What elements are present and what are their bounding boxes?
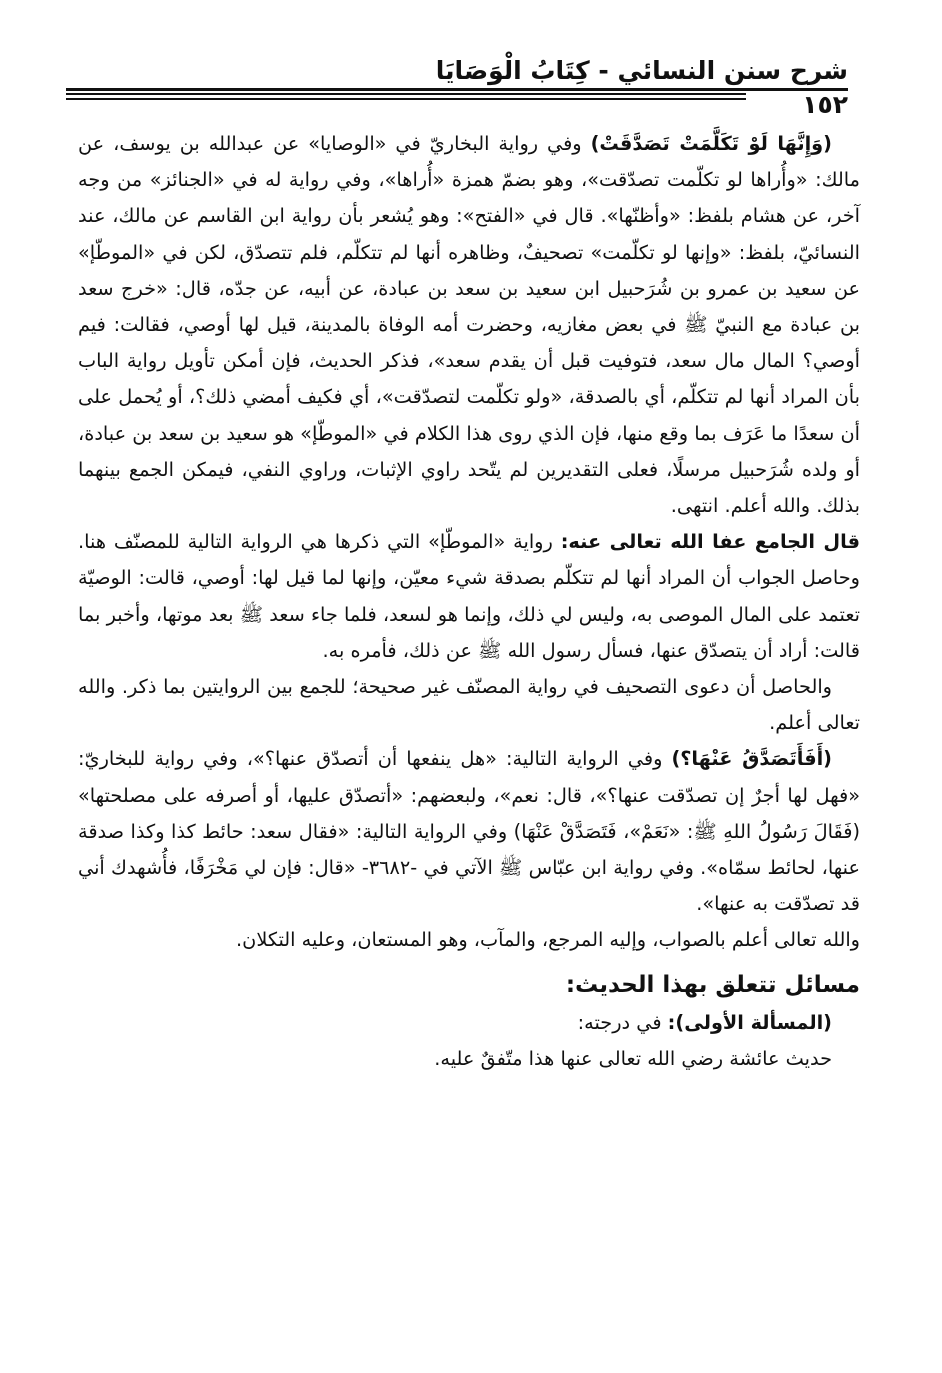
hadith-quote-lead: (أَفَأَتَصَدَّقُ عَنْهَا؟) bbox=[671, 747, 832, 771]
hadith-quote-lead: (وَإِنَّهَا لَوْ تَكَلَّمَتْ تَصَدَّقَتْ) bbox=[590, 132, 832, 155]
paragraph-3 bbox=[78, 669, 860, 741]
paragraph-text: رواية «الموطّإ» التي ذكرها هي الرواية التالية للمصنّف هنا. وحاصل الجواب أن المراد أنها لم تتكلّم بصدقة شيء معيّن، وإنها لما قيل لها: أوصي، قالت: الوصيّة تعتمد على المال الموصى به، وليس لي ذلك، وإنما هو لسعد، فلما جاء سعد ﷺ بعد موتها، وأخبر بما قالت: أراد أن يتصدّق عنها، فسأل رسول الله ﷺ عن ذلك، فأمره به. bbox=[78, 530, 860, 662]
header-rule bbox=[66, 88, 848, 91]
paragraph-1 bbox=[78, 126, 860, 524]
paragraph-2 bbox=[78, 524, 860, 669]
paragraph-text: وفي الرواية التالية: «هل ينفعها أن أتصدّق عنها؟»، وفي رواية للبخاريّ: «فهل لها أجرٌ إن تصدّقت عنها؟»، قال: نعم»، ولبعضهم: «أتصدّق عليها، أو أصرفه على مصلحتها» (فَقَالَ رَسُولُ اللهِ ﷺ: «نَعَمْ»، فَتَصَدَّقْ عَنْهَا) وفي الرواية التالية: «فقال سعد: حائط كذا وكذا صدقة عنها، لحائط سمّاه». وفي رواية ابن عبّاس ﷺ الآتي في -٣٦٨٢- «قال: فإن لي مَخْرَفًا، فأُشهدك أني قد تصدّقت به عنها». bbox=[78, 747, 860, 916]
section-heading: مسائل تتعلق بهذا الحديث: bbox=[565, 971, 860, 998]
paragraph-text: والله تعالى أعلم بالصواب، وإليه المرجع، والمآب، وهو المستعان، وعليه التكلان. bbox=[236, 928, 860, 952]
header-rule-thin bbox=[66, 93, 746, 95]
issue-heading bbox=[78, 1005, 860, 1041]
paragraph-text: وفي رواية البخاريّ في «الوصايا» عن عبدالله بن يوسف، عن مالك: «وأُراها لو تكلّمت تصدّقت»، وهو بضمّ همزة «أُراها»، وفي رواية له في «الجنائز» من وجه آخر، عن هشام بلفظ: «وأظنّها». قال في «الفتح»: وهو يُشعر بأن رواية ابن القاسم عن مالك، عند النسائيّ، بلفظ: «وإنها لو تكلّمت» تصحيفٌ، وظاهره أنها لم تتكلّم، فلم تتصدّق، لكن في «الموطّإ» عن سعيد بن عمرو بن شُرَحبيل ابن سعيد بن سعد بن عبادة، عن أبيه، عن جدّه، قال: «خرج سعد بن عبادة مع النبيّ ﷺ في بعض مغازيه، وحضرت أمه الوفاة بالمدينة، قيل لها أوصي، فقالت: فيم أوصي؟ المال مال سعد، فتوفيت قبل أن يقدم سعد»، فذكر الحديث، فإن أمكن تأويل رواية الباب بأن المراد أنها لم تتكلّم، أي بالصدقة، «ولو تكلّمت لتصدّقت»، أي فكيف أمضي ذلك؟، أو يُحمل على أن سعدًا ما عَرَف بما وقع منها، فإن الذي روى هذا الكلام في «الموطّإ» هو سعيد بن سعد بن عبادة، أو ولده شُرَحبيل مرسلًا، فعلى التقديرين لم يتّحد راوي الإثبات، وراوي النفي، فيمكن الجمع بينهما بذلك. والله أعلم. انتهى. bbox=[78, 132, 860, 518]
running-title: شرح سنن النسائي - كِتَابُ الْوَصَايَا bbox=[435, 56, 848, 85]
compiler-note-lead: قال الجامع عفا الله تعالى عنه: bbox=[560, 530, 860, 554]
issue-label: (المسألة الأولى): bbox=[667, 1010, 832, 1034]
issue-label-tail: في درجته: bbox=[577, 1010, 668, 1034]
paragraph-5 bbox=[78, 922, 860, 958]
page-header bbox=[66, 56, 848, 119]
paragraph-4 bbox=[78, 741, 860, 922]
header-rule-thin-2 bbox=[66, 98, 746, 100]
paragraph-text: والحاصل أن دعوى التصحيف في رواية المصنّف غير صحيحة؛ للجمع بين الروايتين بما ذكر. والله تعالى أعلم. bbox=[78, 675, 860, 735]
closing-line: حديث عائشة رضي الله تعالى عنها هذا متّفقٌ عليه. bbox=[434, 1046, 832, 1070]
body-text bbox=[78, 126, 860, 1077]
page-number: ١٥٢ bbox=[802, 90, 848, 119]
